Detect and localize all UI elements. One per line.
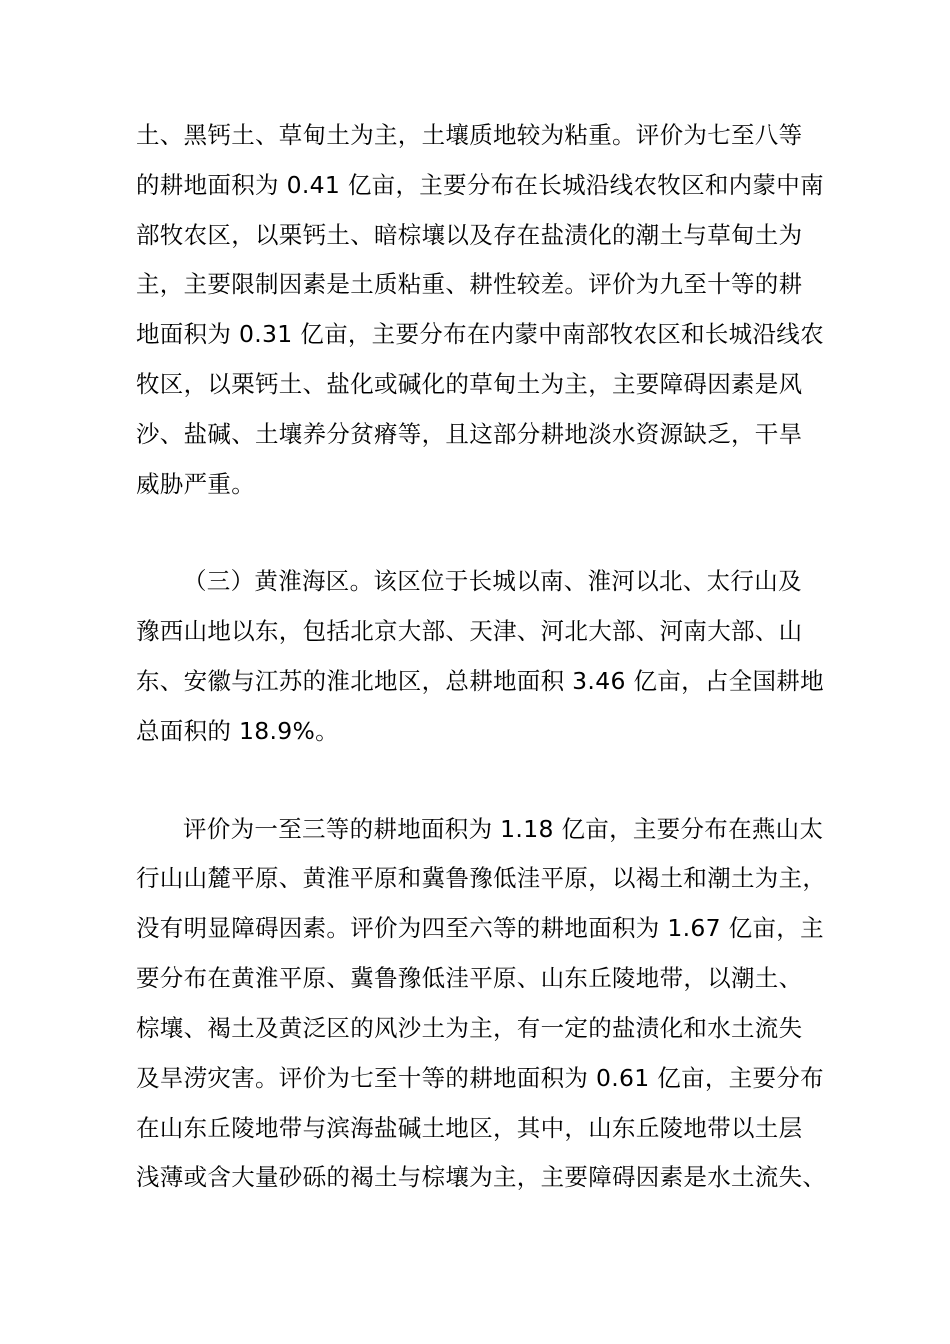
paragraph-line: 评价为一至三等的耕地面积为 1.18 亿亩，主要分布在燕山太 — [183, 815, 824, 843]
paragraph-line: 土、黑钙土、草甸土为主，土壤质地较为粘重。评价为七至八等 — [136, 121, 803, 149]
paragraph-line: 沙、盐碱、土壤养分贫瘠等，且这部分耕地淡水资源缺乏，干旱 — [136, 420, 803, 448]
paragraph-line: 总面积的 18.9%。 — [136, 717, 339, 745]
paragraph-line: 威胁严重。 — [136, 470, 255, 498]
paragraph-line: 浅薄或含大量砂砾的褐土与棕壤为主，主要障碍因素是水土流失、 — [136, 1163, 827, 1191]
paragraph-line: 要分布在黄淮平原、冀鲁豫低洼平原、山东丘陵地带，以潮土、 — [136, 964, 803, 992]
paragraph-line: 在山东丘陵地带与滨海盐碱土地区，其中，山东丘陵地带以土层 — [136, 1114, 803, 1142]
paragraph-line: 豫西山地以东，包括北京大部、天津、河北大部、河南大部、山 — [136, 617, 803, 645]
paragraph-line: 主，主要限制因素是土质粘重、耕性较差。评价为九至十等的耕 — [136, 270, 803, 298]
paragraph-line: 行山山麓平原、黄淮平原和冀鲁豫低洼平原，以褐土和潮土为主， — [136, 864, 827, 892]
paragraph-line: 部牧农区，以栗钙土、暗棕壤以及存在盐渍化的潮土与草甸土为 — [136, 221, 803, 249]
paragraph-line: （三）黄淮海区。该区位于长城以南、淮河以北、太行山及 — [183, 567, 802, 595]
paragraph-line: 牧区，以栗钙土、盐化或碱化的草甸土为主，主要障碍因素是风 — [136, 370, 803, 398]
paragraph-line: 地面积为 0.31 亿亩，主要分布在内蒙中南部牧农区和长城沿线农 — [136, 320, 824, 348]
paragraph-line: 及旱涝灾害。评价为七至十等的耕地面积为 0.61 亿亩，主要分布 — [136, 1064, 824, 1092]
paragraph-line: 东、安徽与江苏的淮北地区，总耕地面积 3.46 亿亩，占全国耕地 — [136, 667, 824, 695]
paragraph-line: 棕壤、褐土及黄泛区的风沙土为主，有一定的盐渍化和水土流失 — [136, 1014, 803, 1042]
paragraph-line: 的耕地面积为 0.41 亿亩，主要分布在长城沿线农牧区和内蒙中南 — [136, 171, 824, 199]
paragraph-line: 没有明显障碍因素。评价为四至六等的耕地面积为 1.67 亿亩，主 — [136, 914, 824, 942]
